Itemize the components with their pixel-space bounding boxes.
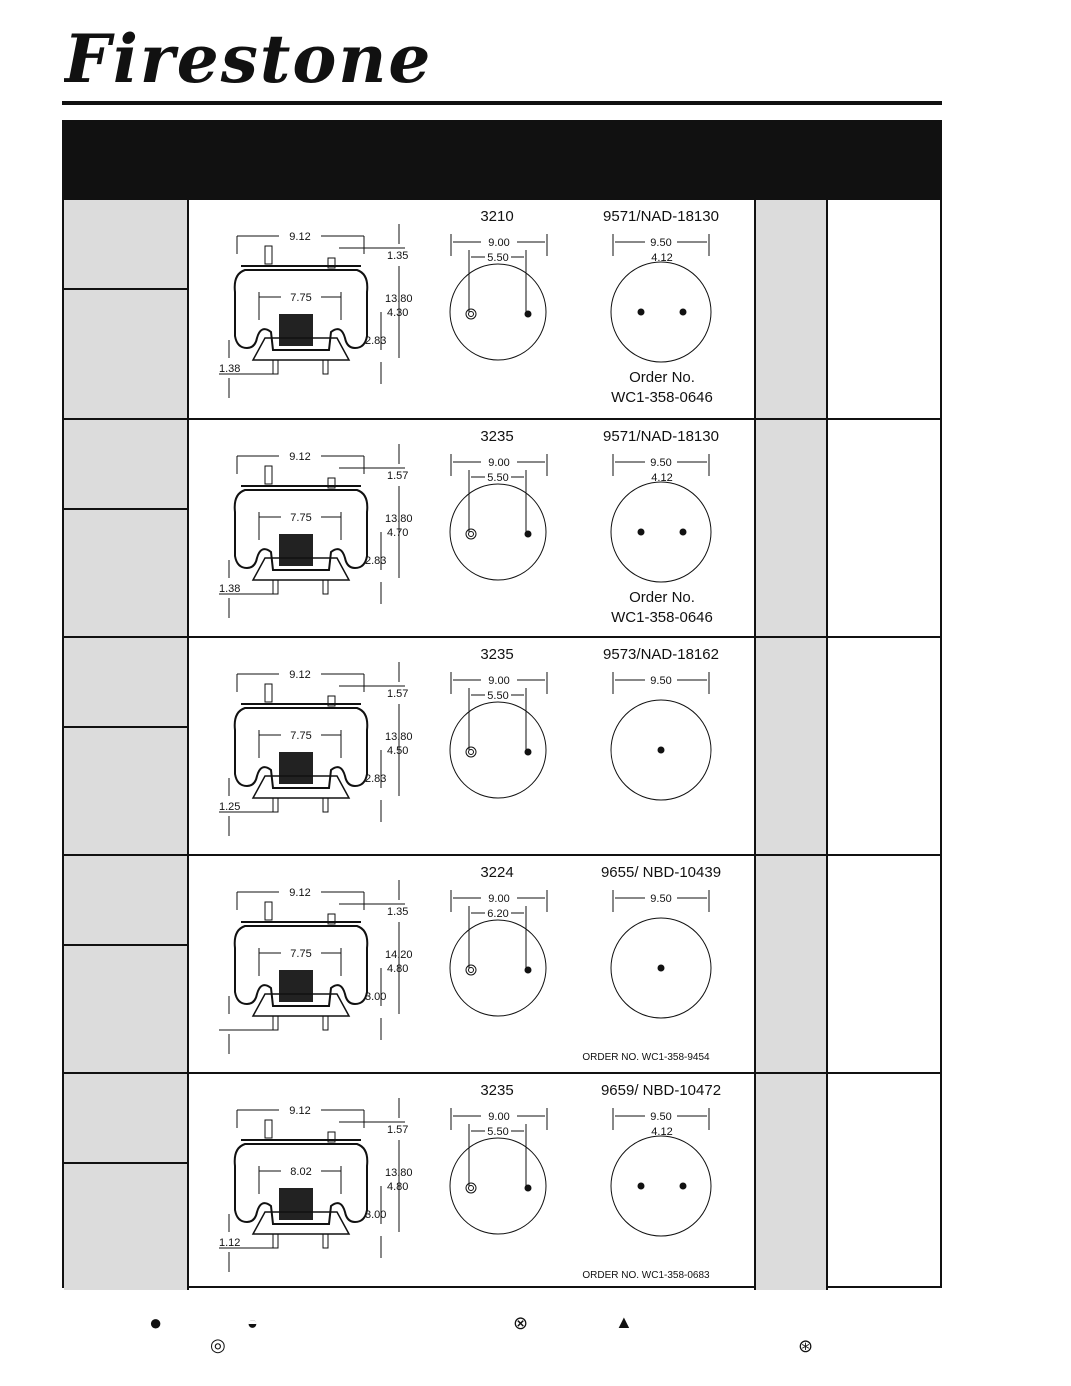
dimension-compressed-height: 13.80 bbox=[385, 513, 413, 525]
piston-block bbox=[279, 534, 313, 566]
row-spec-cell bbox=[754, 1074, 828, 1290]
dimension-piston-plate-diameter: 9.50 bbox=[650, 893, 672, 905]
order-number-value: WC1-358-0646 bbox=[611, 389, 713, 406]
piston-part-number: 9571/NAD-18130 bbox=[603, 428, 719, 445]
row-drawing-cell bbox=[189, 856, 754, 1072]
stud-symbol bbox=[680, 1183, 687, 1190]
piston-block bbox=[279, 970, 313, 1002]
stud-symbol bbox=[638, 529, 645, 536]
technical-drawing bbox=[189, 200, 754, 416]
bead-plate-view bbox=[450, 208, 547, 360]
piston-block bbox=[279, 1188, 313, 1220]
dimension-compressed-height: 14.20 bbox=[385, 949, 413, 961]
stud-symbol bbox=[658, 747, 665, 754]
dimension-stud-offset: 2.83 bbox=[365, 335, 387, 347]
dimension-top-height: 1.35 bbox=[387, 906, 409, 918]
dimension-bead-stud-spacing: 6.20 bbox=[487, 908, 509, 920]
bead-plate-circle bbox=[450, 264, 546, 360]
stud-symbol bbox=[638, 1183, 645, 1190]
dimension-compressed-height: 13.80 bbox=[385, 1167, 413, 1179]
dimension-piston-plate-diameter: 9.50 bbox=[650, 237, 672, 249]
piston-block bbox=[279, 314, 313, 346]
row-spec-cell bbox=[754, 420, 828, 636]
air-fitting-symbol: ◎ bbox=[210, 1335, 226, 1355]
piston-plate-circle bbox=[611, 482, 711, 582]
product-row bbox=[64, 854, 940, 1072]
product-table bbox=[62, 198, 942, 1288]
stud-symbol bbox=[658, 965, 665, 972]
technical-drawing bbox=[189, 856, 754, 1072]
bead-part-number: 3235 bbox=[480, 428, 514, 445]
dimension-overall-width: 9.12 bbox=[289, 1105, 311, 1117]
stud-symbol bbox=[525, 749, 532, 756]
piston-plate-view bbox=[603, 646, 719, 800]
bead-plate-view bbox=[450, 646, 547, 798]
dimension-piston-stud-spacing: 4.12 bbox=[651, 252, 673, 264]
stud-symbol bbox=[525, 967, 532, 974]
bottom-stud bbox=[323, 580, 328, 594]
top-stud bbox=[265, 684, 272, 702]
dimension-mid-height: 4.80 bbox=[387, 963, 409, 975]
top-stud bbox=[265, 246, 272, 264]
row-label-cell bbox=[64, 200, 189, 418]
logo-text: Firestone bbox=[64, 22, 433, 98]
air-fitting-symbol bbox=[466, 529, 476, 539]
row-drawing-cell bbox=[189, 200, 754, 418]
dimension-top-height: 1.57 bbox=[387, 470, 409, 482]
blind-nut-symbol: ⊗ bbox=[513, 1313, 529, 1333]
dimension-overall-width: 9.12 bbox=[289, 887, 311, 899]
dimension-stud-offset: 2.83 bbox=[365, 773, 387, 785]
bottom-stud bbox=[323, 1016, 328, 1030]
bottom-stud bbox=[273, 1234, 278, 1248]
piston-part-number: 9573/NAD-18162 bbox=[603, 646, 719, 663]
bead-plate-circle bbox=[450, 484, 546, 580]
technical-drawing bbox=[189, 638, 754, 854]
table-header-band bbox=[62, 120, 942, 200]
product-row bbox=[64, 1072, 940, 1290]
bottom-stud bbox=[323, 798, 328, 812]
side-profile-drawing bbox=[219, 662, 413, 836]
stud-symbol bbox=[525, 311, 532, 318]
combo-stud-symbol: ⊛ bbox=[798, 1336, 814, 1356]
row-label-cell bbox=[64, 1074, 189, 1290]
dimension-compressed-height: 13.80 bbox=[385, 731, 413, 743]
air-fitting-symbol bbox=[466, 1183, 476, 1193]
row-label-cell bbox=[64, 420, 189, 636]
dimension-bottom: 1.12 bbox=[219, 1237, 241, 1249]
dimension-piston-plate-diameter: 9.50 bbox=[650, 457, 672, 469]
top-stud bbox=[265, 902, 272, 920]
bead-plate-circle bbox=[450, 920, 546, 1016]
dimension-bead-stud-spacing: 5.50 bbox=[487, 690, 509, 702]
dimension-bead-stud-spacing: 5.50 bbox=[487, 1126, 509, 1138]
cell-divider bbox=[64, 1162, 187, 1164]
order-number: ORDER NO. WC1-358-0683 bbox=[582, 1270, 710, 1281]
dimension-piston-plate-diameter: 9.50 bbox=[650, 675, 672, 687]
dimension-stud-offset: 2.83 bbox=[365, 555, 387, 567]
bead-plate-circle bbox=[450, 702, 546, 798]
dimension-piston-diameter: 8.02 bbox=[290, 1166, 312, 1178]
dimension-piston-stud-spacing: 4.12 bbox=[651, 472, 673, 484]
bead-part-number: 3235 bbox=[480, 1082, 514, 1099]
dimension-bead-diameter: 9.00 bbox=[488, 457, 510, 469]
bead-part-number: 3235 bbox=[480, 646, 514, 663]
dimension-top-height: 1.57 bbox=[387, 1124, 409, 1136]
stud-symbol bbox=[680, 529, 687, 536]
piston-plate-circle bbox=[611, 262, 711, 362]
dimension-overall-width: 9.12 bbox=[289, 231, 311, 243]
bead-plate-view bbox=[450, 428, 547, 580]
air-fitting-symbol bbox=[466, 747, 476, 757]
solid-stud-symbol: ● bbox=[149, 1310, 163, 1335]
stud-symbol bbox=[525, 531, 532, 538]
bead-plate-view bbox=[450, 1082, 547, 1234]
stud-symbol bbox=[525, 1185, 532, 1192]
row-spec-cell bbox=[754, 200, 828, 418]
stud-symbol bbox=[680, 309, 687, 316]
piston-plate-view bbox=[603, 208, 719, 406]
dimension-bottom: 1.38 bbox=[219, 363, 241, 375]
piston-plate-circle bbox=[611, 1136, 711, 1236]
product-row bbox=[64, 418, 940, 636]
piston-part-number: 9571/NAD-18130 bbox=[603, 208, 719, 225]
piston-part-number: 9659/ NBD-10472 bbox=[600, 1082, 722, 1099]
product-row bbox=[64, 200, 940, 418]
dimension-compressed-height: 13.80 bbox=[385, 293, 413, 305]
piston-block bbox=[279, 752, 313, 784]
dimension-overall-width: 9.12 bbox=[289, 451, 311, 463]
row-label-cell bbox=[64, 638, 189, 854]
cell-divider bbox=[64, 508, 187, 510]
bottom-stud bbox=[323, 1234, 328, 1248]
bottom-stud bbox=[273, 798, 278, 812]
top-stud bbox=[265, 1120, 272, 1138]
air-fitting-symbol bbox=[466, 965, 476, 975]
dimension-mid-height: 4.30 bbox=[387, 307, 409, 319]
row-label-cell bbox=[64, 856, 189, 1072]
row-spec-cell bbox=[754, 638, 828, 854]
order-number-label: Order No. bbox=[629, 369, 695, 386]
bead-plate-circle bbox=[450, 1138, 546, 1234]
technical-drawing bbox=[189, 1074, 754, 1290]
air-fitting-symbol bbox=[466, 309, 476, 319]
dimension-piston-diameter: 7.75 bbox=[290, 730, 312, 742]
side-profile-drawing bbox=[219, 880, 413, 1054]
dimension-piston-diameter: 7.75 bbox=[290, 512, 312, 524]
row-drawing-cell bbox=[189, 638, 754, 854]
firestone-logo bbox=[64, 22, 484, 100]
order-number-value: WC1-358-0646 bbox=[611, 609, 713, 626]
dimension-bead-diameter: 9.00 bbox=[488, 237, 510, 249]
dimension-bead-stud-spacing: 5.50 bbox=[487, 252, 509, 264]
product-row bbox=[64, 636, 940, 854]
technical-drawing bbox=[189, 420, 754, 636]
dimension-stud-offset: 3.00 bbox=[365, 1209, 387, 1221]
bead-part-number: 3210 bbox=[480, 208, 514, 225]
dimension-piston-stud-spacing: 4.12 bbox=[651, 1126, 673, 1138]
quarter-fill-stud-symbol: ◒ bbox=[247, 1313, 258, 1333]
bottom-stud bbox=[273, 1016, 278, 1030]
stud-symbol bbox=[638, 309, 645, 316]
cell-divider bbox=[64, 944, 187, 946]
dimension-piston-diameter: 7.75 bbox=[290, 292, 312, 304]
row-drawing-cell bbox=[189, 420, 754, 636]
piston-plate-view bbox=[603, 428, 719, 626]
piston-plate-view bbox=[582, 864, 721, 1063]
dimension-mid-height: 4.80 bbox=[387, 1181, 409, 1193]
bead-part-number: 3224 bbox=[480, 864, 514, 881]
side-profile-drawing bbox=[219, 1098, 413, 1272]
dimension-mid-height: 4.50 bbox=[387, 745, 409, 757]
side-profile-drawing bbox=[219, 224, 413, 398]
bead-plate-view bbox=[450, 864, 547, 1016]
dimension-top-height: 1.35 bbox=[387, 250, 409, 262]
dimension-bottom: 1.25 bbox=[219, 801, 241, 813]
dimension-bead-diameter: 9.00 bbox=[488, 893, 510, 905]
header-rule bbox=[62, 101, 942, 105]
dimension-mid-height: 4.70 bbox=[387, 527, 409, 539]
order-number: ORDER NO. WC1-358-9454 bbox=[582, 1052, 710, 1063]
bottom-stud bbox=[273, 360, 278, 374]
side-profile-drawing bbox=[219, 444, 413, 618]
piston-plate-view bbox=[582, 1082, 721, 1281]
dimension-overall-width: 9.12 bbox=[289, 669, 311, 681]
piston-part-number: 9655/ NBD-10439 bbox=[600, 864, 722, 881]
dimension-bottom: 1.38 bbox=[219, 583, 241, 595]
dimension-bead-stud-spacing: 5.50 bbox=[487, 472, 509, 484]
bottom-stud bbox=[273, 580, 278, 594]
triangle-symbol: ▲ bbox=[615, 1312, 633, 1332]
dimension-piston-plate-diameter: 9.50 bbox=[650, 1111, 672, 1123]
dimension-piston-diameter: 7.75 bbox=[290, 948, 312, 960]
cell-divider bbox=[64, 288, 187, 290]
cell-divider bbox=[64, 726, 187, 728]
top-stud bbox=[265, 466, 272, 484]
row-spec-cell bbox=[754, 856, 828, 1072]
order-number-label: Order No. bbox=[629, 589, 695, 606]
legend bbox=[62, 1300, 942, 1370]
dimension-bead-diameter: 9.00 bbox=[488, 1111, 510, 1123]
bottom-stud bbox=[323, 360, 328, 374]
dimension-top-height: 1.57 bbox=[387, 688, 409, 700]
row-drawing-cell bbox=[189, 1074, 754, 1290]
dimension-stud-offset: 3.00 bbox=[365, 991, 387, 1003]
dimension-bead-diameter: 9.00 bbox=[488, 675, 510, 687]
